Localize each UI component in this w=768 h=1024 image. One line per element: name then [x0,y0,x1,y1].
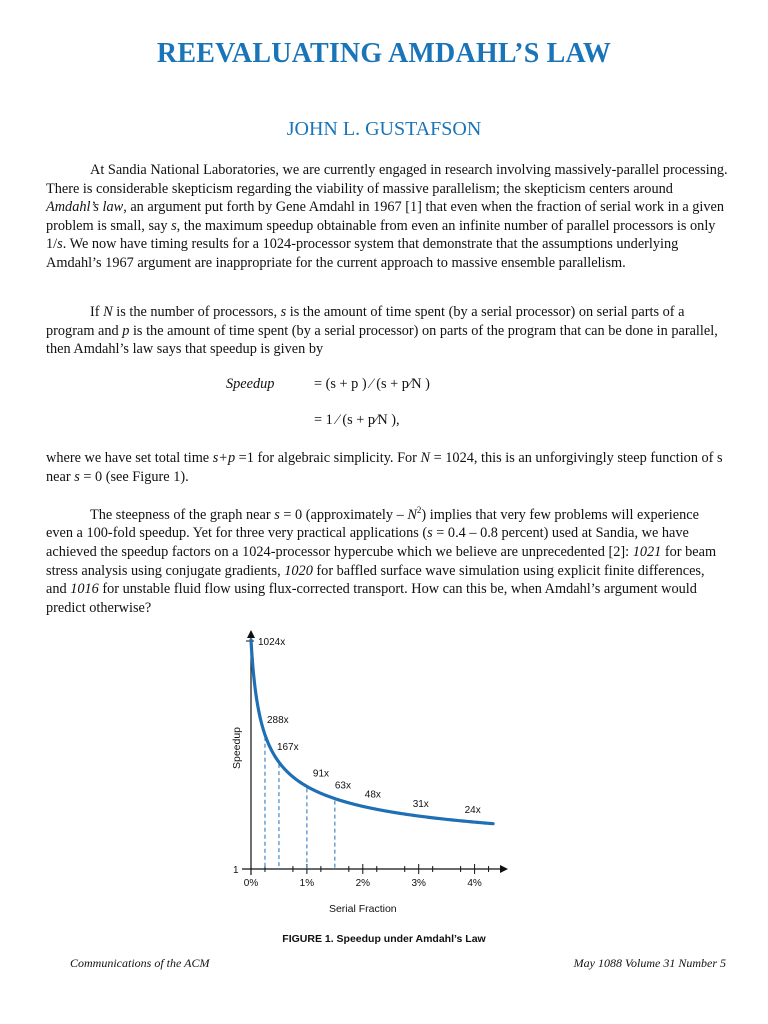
y-tick-label-top: 1024x [258,637,286,648]
data-label: 167x [276,742,299,754]
footer-journal: Communications of the ACM [70,956,210,970]
y-axis-arrow [247,630,255,638]
data-label: 63x [334,780,351,792]
x-tick-label: 3% [411,878,426,889]
author-name: JOHN L. GUSTAFSON [286,118,482,140]
x-axis-label: Serial Fraction [328,903,397,915]
equation-label: Speedup [226,376,275,392]
paragraph-simplification: where we have set total time s+p =1 for algebraic simplicity. For N = 1024, this is an unforgivingly steep function of s near s = 0 (see Figure 1). [46,450,723,485]
equation-line-2: = 1 ⁄ (s + p⁄N ), [314,412,400,428]
footer-issue: May 1088 Volume 31 Number 5 [573,956,726,970]
equation-line-1: = (s + p ) ⁄ (s + p⁄N ) [314,376,430,392]
speedup-chart [0,620,768,920]
x-tick-label: 4% [467,878,482,889]
data-label: 24x [464,805,481,817]
x-tick-label: 0% [243,878,259,889]
y-axis-label: Speedup [231,726,243,770]
x-axis-arrow [500,865,508,873]
data-label: 48x [364,789,381,801]
data-label: 91x [312,768,330,780]
paper-title: REEVALUATING AMDAHL’S LAW [156,38,612,69]
data-label: 31x [412,799,429,811]
paragraph-results: The steepness of the graph near s = 0 (approximately – $N^2$) implies that very few problems will experience even a 100-fold speedup. Yet for three very practical applications (s = 0.4 – 0.8 percent) used at Sandia, we have achieved the speedup factors on a 1024-processor hypercube which we believe are unprecedented [2]: 1021 for beam stress analysis using conjugate gradients, 1020 for baffled surface wave simulation using explicit finite differences, and 1016 for unstable fluid flow using flux-corrected transport. How can this be, when Amdahl’s argument would predict otherwise? [46,505,717,616]
paragraph-intro: At Sandia National Laboratories, we are currently engaged in research involving massively-parallel processing. There is considerable skepticism regarding the viability of massive parallelism; the skepticism centers around Amdahl’s law, an argument put forth by Gene Amdahl in 1967 [1] that even when the fraction of serial work in a given problem is small, say s, the maximum speedup obtainable from even an infinite number of parallel processors is only 1/s. We now have timing results for a 1024-processor system that demonstrate that the assumptions underlying Amdahl’s 1967 argument are inappropriate for the current approach to massive ensemble parallelism. [46,162,728,271]
paragraph-definitions: If N is the number of processors, s is the amount of time spent (by a serial processor) on serial parts of a program and p is the amount of time spent (by a serial processor) on parts of the program that can be done in parallel, then Amdahl’s law says that speedup is given by [46,304,718,358]
y-tick-label-bottom: 1 [233,865,239,876]
x-tick-label: 2% [355,878,371,889]
figure-caption: FIGURE 1. Speedup under Amdahl’s Law [282,933,486,945]
data-label: 288x [266,714,289,726]
x-tick-label: 1% [299,878,315,889]
